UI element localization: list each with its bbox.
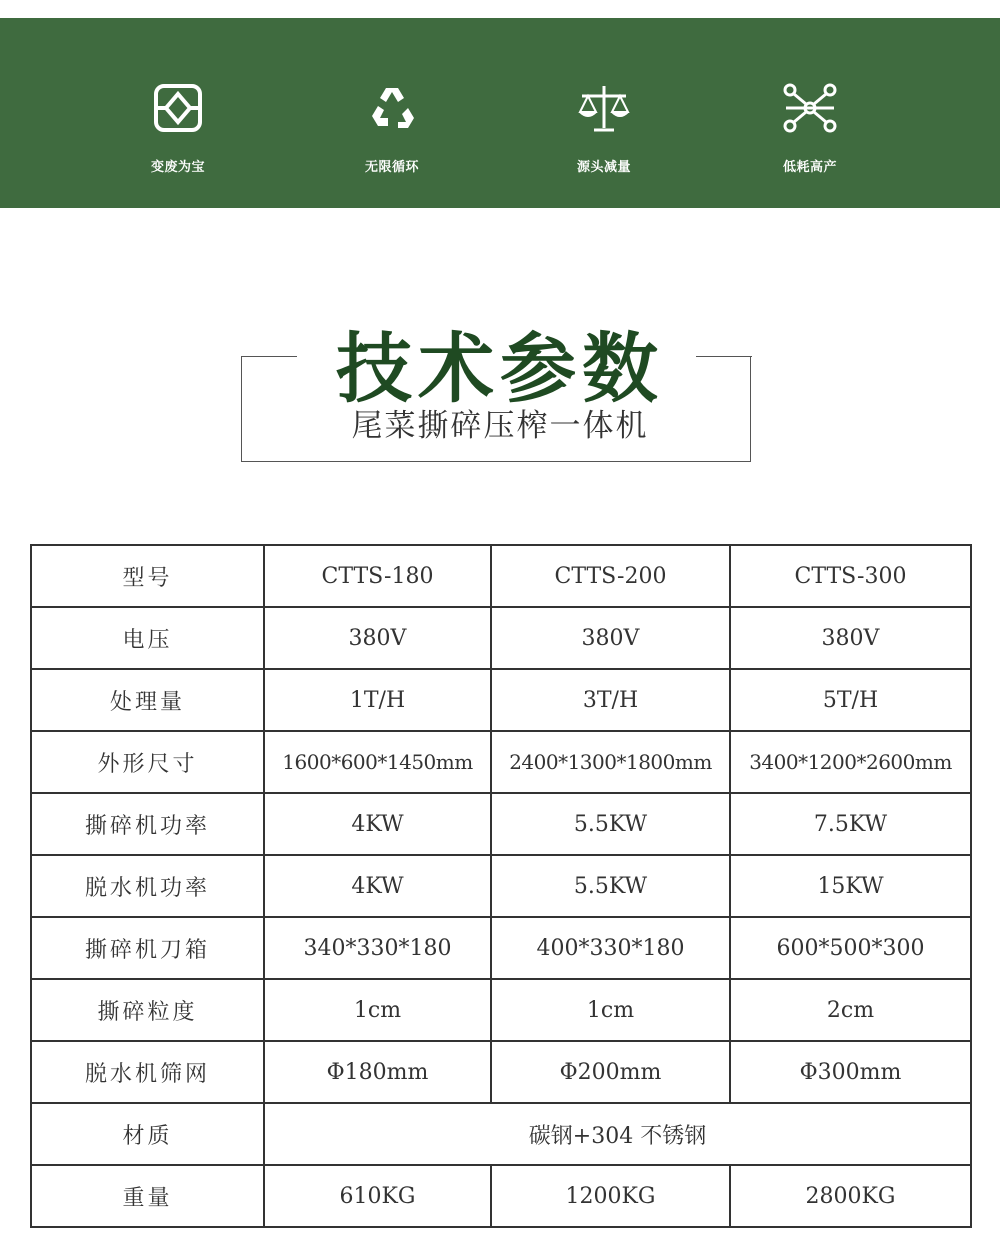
table-row-blade-box xyxy=(31,917,971,979)
table-row-particle-size xyxy=(31,979,971,1041)
table-cell: 380V xyxy=(264,607,491,669)
table-cell: 1600*600*1450mm xyxy=(264,731,491,793)
feature-label: 无限循环 xyxy=(364,160,419,175)
table-cell: 600*500*300 xyxy=(730,917,971,979)
table-cell: 1cm xyxy=(491,979,730,1041)
table-cell: 400*330*180 xyxy=(491,917,730,979)
recycle-arrows-icon xyxy=(364,80,420,136)
table-cell: 2800KG xyxy=(730,1165,971,1227)
table-cell: CTTS-200 xyxy=(491,545,730,607)
table-cell: 15KW xyxy=(730,855,971,917)
feature-label: 变废为宝 xyxy=(150,160,205,175)
table-cell: 1T/H xyxy=(264,669,491,731)
table-cell-merged: 碳钢+304 不锈钢 xyxy=(264,1103,971,1165)
row-label: 脱水机功率 xyxy=(31,855,264,917)
feature-label: 源头减量 xyxy=(576,160,631,175)
spec-table xyxy=(30,544,972,1228)
table-row-dewater-power xyxy=(31,855,971,917)
feature-label: 低耗高产 xyxy=(782,160,837,175)
table-cell: 5T/H xyxy=(730,669,971,731)
feature-item-2 xyxy=(322,80,462,175)
page-title: 技术参数 xyxy=(336,324,664,413)
table-cell: 2400*1300*1800mm xyxy=(491,731,730,793)
row-label: 撕碎粒度 xyxy=(31,979,264,1041)
table-cell: CTTS-300 xyxy=(730,545,971,607)
table-cell: 5.5KW xyxy=(491,855,730,917)
table-row-screen xyxy=(31,1041,971,1103)
table-row-model xyxy=(31,545,971,607)
feature-item-3 xyxy=(534,80,674,175)
row-label: 撕碎机功率 xyxy=(31,793,264,855)
row-label: 型号 xyxy=(31,545,264,607)
table-row-dimensions xyxy=(31,731,971,793)
table-cell: 610KG xyxy=(264,1165,491,1227)
table-cell: 7.5KW xyxy=(730,793,971,855)
row-label: 处理量 xyxy=(31,669,264,731)
table-cell: 380V xyxy=(491,607,730,669)
table-cell: Φ300mm xyxy=(730,1041,971,1103)
network-nodes-icon xyxy=(782,80,838,136)
table-cell: CTTS-180 xyxy=(264,545,491,607)
balance-scale-icon xyxy=(576,80,632,136)
table-cell: 380V xyxy=(730,607,971,669)
page-subtitle: 尾菜撕碎压榨一体机 xyxy=(351,408,649,444)
table-row-shredder-power xyxy=(31,793,971,855)
table-cell: 2cm xyxy=(730,979,971,1041)
table-cell: 5.5KW xyxy=(491,793,730,855)
table-row-capacity xyxy=(31,669,971,731)
table-cell: 4KW xyxy=(264,793,491,855)
table-cell: 1200KG xyxy=(491,1165,730,1227)
table-cell: 340*330*180 xyxy=(264,917,491,979)
row-label: 重量 xyxy=(31,1165,264,1227)
table-cell: 3400*1200*2600mm xyxy=(730,731,971,793)
table-cell: 1cm xyxy=(264,979,491,1041)
row-label: 材质 xyxy=(31,1103,264,1165)
table-cell: 4KW xyxy=(264,855,491,917)
row-label: 脱水机筛网 xyxy=(31,1041,264,1103)
row-label: 电压 xyxy=(31,607,264,669)
table-cell: Φ200mm xyxy=(491,1041,730,1103)
feature-item-1 xyxy=(108,80,248,175)
row-label: 外形尺寸 xyxy=(31,731,264,793)
table-cell: 3T/H xyxy=(491,669,730,731)
row-label: 撕碎机刀箱 xyxy=(31,917,264,979)
table-row-voltage xyxy=(31,607,971,669)
recycle-box-icon xyxy=(150,80,206,136)
feature-banner xyxy=(0,18,1000,208)
table-row-material xyxy=(31,1103,971,1165)
table-row-weight xyxy=(31,1165,971,1227)
feature-item-4 xyxy=(740,80,880,175)
table-cell: Φ180mm xyxy=(264,1041,491,1103)
